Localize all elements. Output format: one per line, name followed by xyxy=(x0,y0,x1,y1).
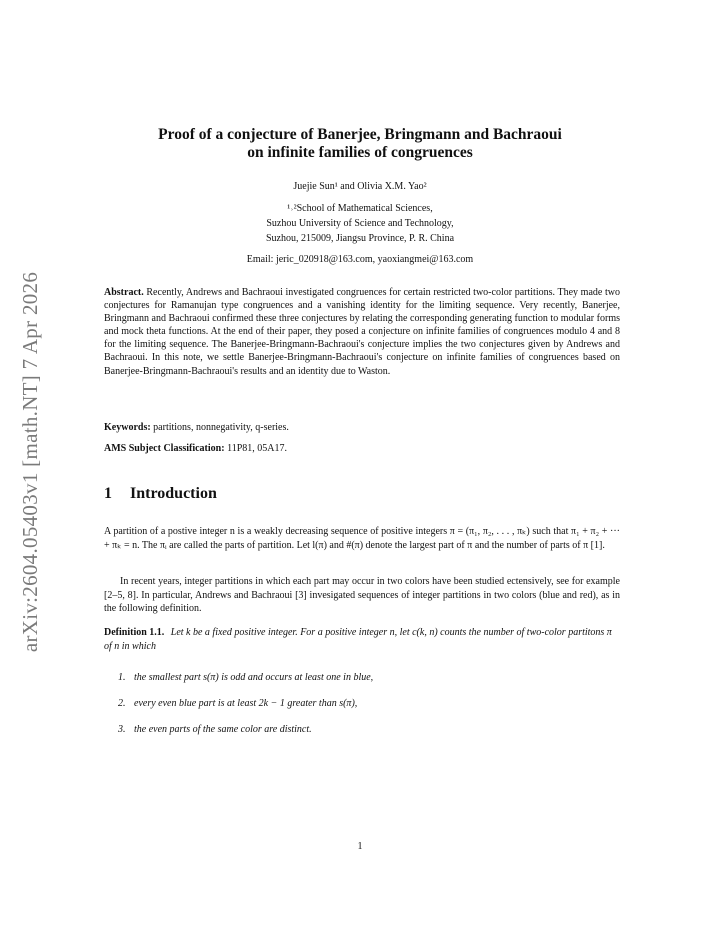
list-item-number: 1. xyxy=(118,672,126,683)
definition xyxy=(104,626,620,654)
definition-text: Let k be a fixed positive integer. For a positive integer n, let c(k, n) counts the number of two-color partitons π of n in which xyxy=(104,627,612,652)
paragraph: A partition of a postive integer n is a weakly decreasing sequence of positive integers π = (π₁, π₂, . . . , πₖ) such that π₁ + π₂ + ··· + πₖ = n. The πᵢ are called the parts of partition. Let l(π) and #(π) denote the largest part of π and the number of parts of π [1]. xyxy=(104,526,620,551)
email-line: Email: jeric_020918@163.com, yaoxiangmei@163.com xyxy=(246,254,474,265)
ams-text: 11P81, 05A17. xyxy=(227,443,287,454)
keywords-text: partitions, nonnegativity, q-series. xyxy=(153,422,289,433)
ams-classification xyxy=(104,443,620,454)
authors: Juejie Sun¹ and Olivia X.M. Yao² xyxy=(293,181,427,192)
affiliation-line: Suzhou University of Science and Technology, xyxy=(266,218,454,229)
list-item-number: 3. xyxy=(118,724,126,735)
keywords-label: Keywords: xyxy=(104,422,151,433)
list-item-text: every even blue part is at least 2k − 1 greater than s(π), xyxy=(134,698,358,709)
section-number: 1 xyxy=(104,485,112,502)
abstract-label: Abstract. xyxy=(104,287,144,298)
affiliation-line: ¹˒²School of Mathematical Sciences, xyxy=(287,203,433,214)
list-item xyxy=(118,724,618,750)
section-title: Introduction xyxy=(130,485,217,502)
affiliation xyxy=(100,201,620,246)
title-line-1: Proof of a conjecture of Banerjee, Bringmann and Bachraoui xyxy=(158,126,562,143)
abstract xyxy=(104,286,620,378)
title-line-2: on infinite families of congruences xyxy=(247,144,473,161)
keywords xyxy=(104,422,620,433)
ams-label: AMS Subject Classification: xyxy=(104,443,225,454)
paper-title xyxy=(90,126,630,162)
list-item xyxy=(118,672,618,698)
paragraph: In recent years, integer partitions in which each part may occur in two colors have been studied ectensively, see for example [2–5, 8]. In particular, Andrews and Bachraoui [3] invesigated sequences of integer partitions in two colors (blue and red), as in the following definition. xyxy=(104,576,620,614)
definition-head: Definition 1.1. xyxy=(104,627,165,638)
page-number: 1 xyxy=(357,841,363,852)
list-item-number: 2. xyxy=(118,698,126,709)
list-item xyxy=(118,698,618,724)
definition-list xyxy=(118,672,618,750)
list-item-text: the smallest part s(π) is odd and occurs at least one in blue, xyxy=(134,672,374,683)
arxiv-identifier: arXiv:2604.05403v1 [math.NT] 7 Apr 2026 xyxy=(18,271,42,653)
affiliation-line: Suzhou, 215009, Jiangsu Province, P. R. China xyxy=(265,233,455,244)
list-item-text: the even parts of the same color are distinct. xyxy=(134,724,312,735)
abstract-text: Recently, Andrews and Bachraoui investigated congruences for certain restricted two-color partitions. They made two conjectures for Ramanujan type congruences and a vanishing identity for the limiting sequence. Very recently, Banerjee, Bringmann and Bachraoui confirmed these three conjectures by relating the corresponding generating function to modular forms and mock theta functions. At the end of their paper, they posed a conjecture on infinite families of congruences modulo 4 and 8 for the limiting sequence. The Banerjee-Bringmann-Bachraoui's conjecture implies the two conjectures given by Andrews and Bachraoui. In this note, we settle Banerjee-Bringmann-Bachraoui's conjecture on infinite families of congruences based on Banerjee-Bringmann-Bachraoui's results and an identity due to Waston. xyxy=(104,287,621,377)
section-heading xyxy=(104,485,217,503)
